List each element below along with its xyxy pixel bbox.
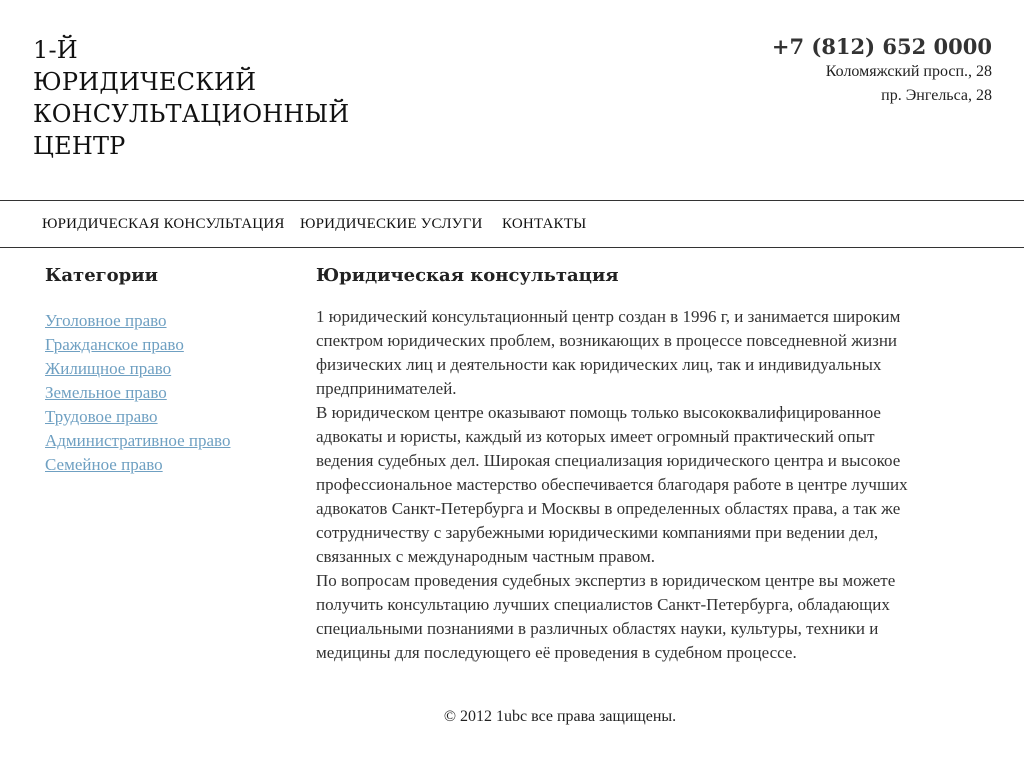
main-nav [0, 200, 1024, 248]
sidebar-title: Категории [45, 265, 158, 286]
main-content [316, 263, 926, 665]
logo-line-2: ЮРИДИЧЕСКИЙ [33, 68, 257, 96]
phone-number: +7 (812) 652 0000 [771, 34, 992, 59]
address-1: Коломяжский просп., 28 [825, 63, 992, 80]
site-logo[interactable] [33, 34, 349, 162]
header-contacts [772, 34, 992, 108]
list-item [45, 405, 285, 429]
nav-item-legal-services[interactable]: ЮРИДИЧЕСКИЕ УСЛУГИ [300, 216, 483, 232]
logo-line-1: 1-Й [33, 36, 78, 64]
logo-line-4: ЦЕНТР [33, 132, 126, 160]
category-link-family[interactable]: Семейное право [45, 455, 163, 474]
category-link-labor[interactable]: Трудовое право [45, 407, 158, 426]
site-header [0, 0, 1024, 200]
footer-copyright: © 2012 1ubc все права защищены. [443, 708, 677, 725]
nav-item-contacts[interactable]: КОНТАКТЫ [502, 216, 587, 232]
list-item [45, 453, 285, 477]
category-link-housing[interactable]: Жилищное право [45, 359, 172, 378]
category-link-civil[interactable]: Гражданское право [45, 335, 184, 354]
sidebar [45, 263, 285, 477]
logo-line-3: КОНСУЛЬТАЦИОННЫЙ [33, 100, 350, 128]
page-title: Юридическая консультация [316, 265, 619, 286]
list-item [45, 381, 285, 405]
category-link-land[interactable]: Земельное право [45, 383, 167, 402]
list-item [45, 429, 285, 453]
category-list [45, 309, 285, 477]
category-link-criminal[interactable]: Уголовное право [45, 311, 167, 330]
nav-item-legal-consultation[interactable]: ЮРИДИЧЕСКАЯ КОНСУЛЬТАЦИЯ [42, 216, 285, 232]
category-link-administrative[interactable]: Административное право [45, 431, 231, 450]
list-item [45, 357, 285, 381]
address-2: пр. Энгельса, 28 [881, 87, 992, 104]
list-item [45, 333, 285, 357]
body-text: 1 юридический консультационный центр создан в 1996 г, и занимается широким спектром юридических проблем, возникающих в процессе повседневной жизни физических лиц и деятельности как юридических лиц, так и индивидуальных предпринимателей. В юридическом центре оказывают помощь только высококвалифицированное адвокаты и юристы, каждый из которых имеет огромный практический опыт ведения судебных дел. Широкая специализация юридического центра и высокое профессиональное мастерство обеспечивается благодаря работе в центре лучших адвокатов Санкт-Петербурга и Москвы в определенных областях права, а так же сотрудничеству с зарубежными юридическими компаниями при ведении дел, связанных с международным частным правом. По вопросам проведения судебных экспертиз в юридическом центре вы можете получить консультацию лучших специалистов Санкт-Петербурга, обладающих специальными познаниями в различных областях науки, культуры, техники и медицины для последующего её проведения в судебном процессе. [316, 307, 908, 662]
list-item [45, 309, 285, 333]
